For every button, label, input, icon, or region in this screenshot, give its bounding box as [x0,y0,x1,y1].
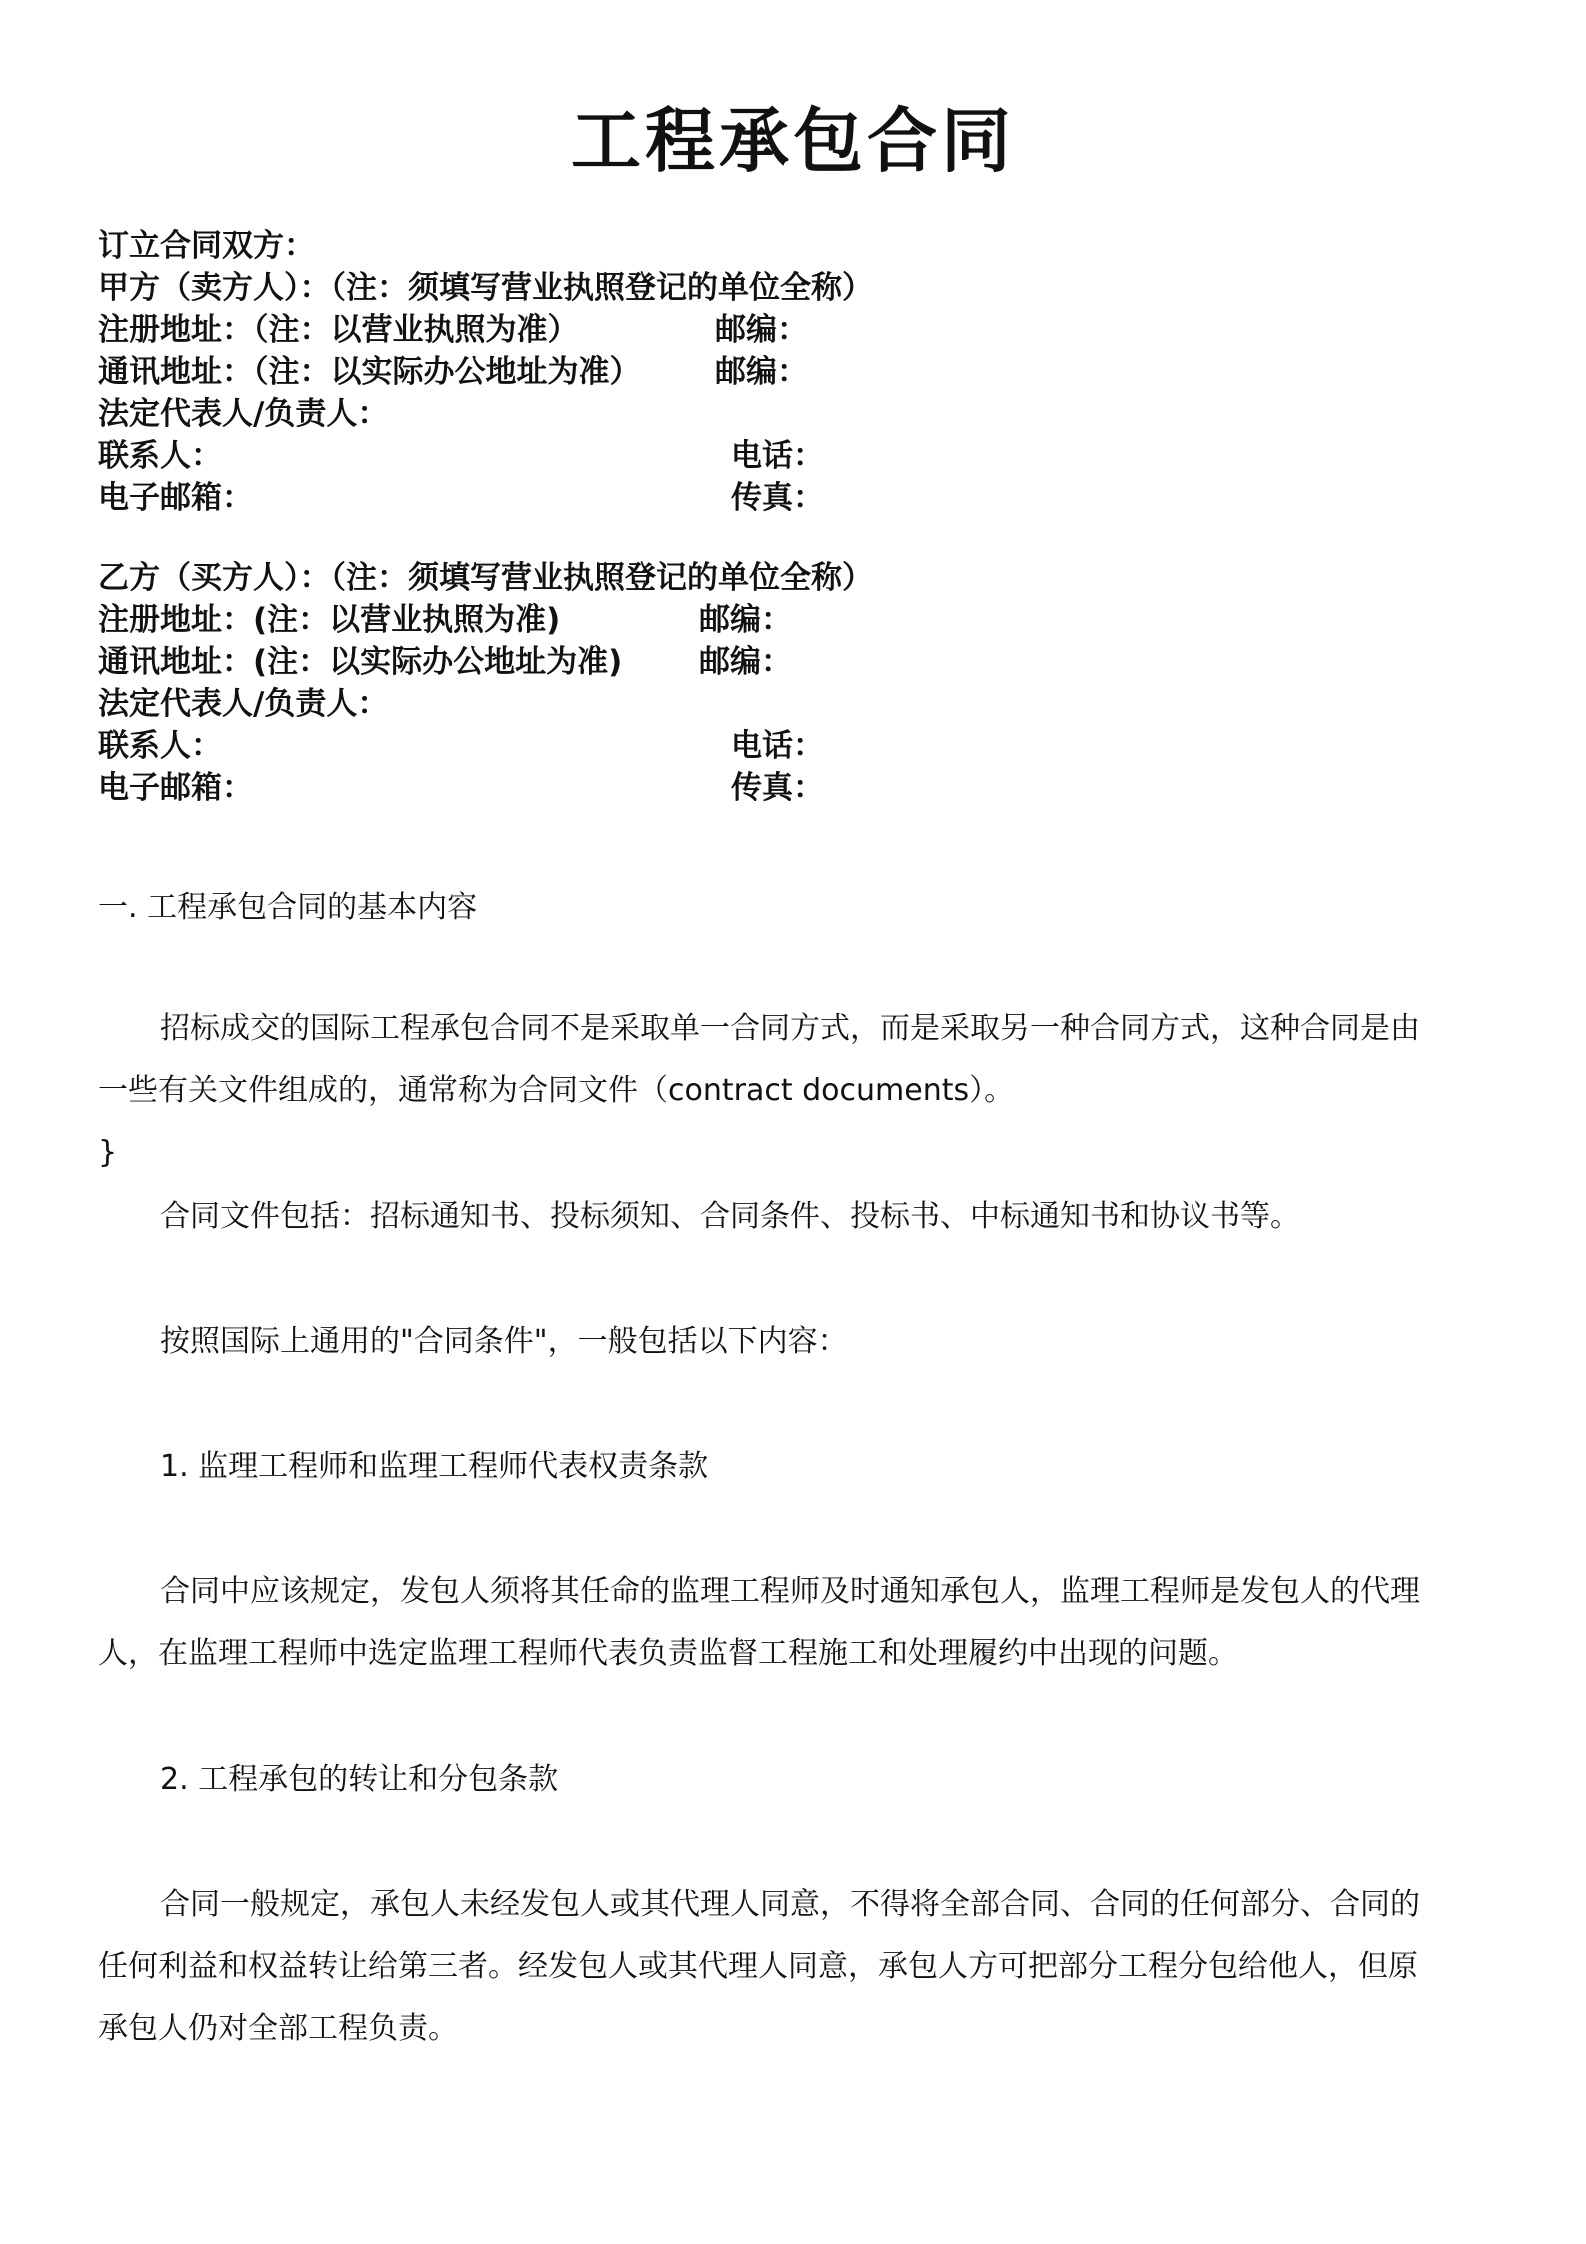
paragraph-5-line-1: 合同一般规定，承包人未经发包人或其代理人同意，不得将全部合同、合同的任何部分、合同的 [160,1887,1420,1922]
paragraph-4-line-2: 人，在监理工程师中选定监理工程师代表负责监督工程施工和处理履约中出现的问题。 [98,1636,1238,1671]
paragraph-3-line-1: 按照国际上通用的"合同条件"，一般包括以下内容： [160,1324,848,1359]
party-b-mail-address-row [98,641,873,683]
party-a-email: 电子邮箱： [98,480,253,516]
party-b-reg-address: 注册地址：(注：以营业执照为准) [98,602,561,638]
party-a-legal-rep: 法定代表人/负责人： [98,396,389,432]
party-b-phone: 电话： [731,728,824,764]
paragraph-2-line-1: 合同文件包括：招标通知书、投标须知、合同条件、投标书、中标通知书和协议书等。 [160,1199,1300,1234]
party-a-fax: 传真： [731,480,824,516]
party-a-mail-address-row [98,351,873,393]
paragraph-5 [98,1874,1498,2060]
party-a-block [98,225,873,519]
paragraph-2 [98,1186,1498,1248]
party-b-name-line: 乙方（买方人）：（注：须填写营业执照登记的单位全称） [98,560,873,596]
party-a-reg-postcode: 邮编： [715,312,808,348]
item-2-heading-block [98,1749,1498,1811]
party-b-legal-rep: 法定代表人/负责人： [98,686,389,722]
party-b-block [98,557,873,809]
party-b-email: 电子邮箱： [98,770,253,806]
paragraph-4 [98,1561,1498,1685]
paragraph-3 [98,1311,1498,1373]
party-a-reg-address: 注册地址：（注：以营业执照为准） [98,312,579,348]
party-a-contact: 联系人： [98,438,222,474]
party-b-contact: 联系人： [98,728,222,764]
party-b-mail-postcode: 邮编： [699,644,792,680]
party-b-contact-row [98,725,873,767]
party-b-reg-address-row [98,599,873,641]
item-1-heading: 1. 监理工程师和监理工程师代表权责条款 [160,1449,709,1484]
party-a-name-line: 甲方（卖方人）：（注：须填写营业执照登记的单位全称） [98,270,873,306]
party-b-email-row [98,767,873,809]
party-a-mail-postcode: 邮编： [715,354,808,390]
paragraph-1-line-2: 一些有关文件组成的，通常称为合同文件（contract documents）。 [98,1073,1015,1108]
party-b-reg-postcode: 邮编： [699,602,792,638]
party-a-contact-row [98,435,873,477]
party-a-mail-address: 通讯地址：（注：以实际办公地址为准） [98,354,641,390]
paragraph-5-line-3: 承包人仍对全部工程负责。 [98,2011,458,2046]
party-a-email-row [98,477,873,519]
document-title: 工程承包合同 [571,100,1015,182]
party-a-reg-address-row [98,309,873,351]
paragraph-1: 招标成交的国际工程承包合同不是采取单一合同方式，而是采取另一种合同方式，这种合同是由 一些有关文件组成的，通常称为合同文件（contract documents）。 } [98,998,1498,1184]
paragraph-5-line-2: 任何利益和权益转让给第三者。经发包人或其代理人同意，承包人方可把部分工程分包给他人，但原 [98,1949,1418,1984]
party-b-fax: 传真： [731,770,824,806]
section-1-heading: 一. 工程承包合同的基本内容 [98,890,478,925]
item-2-heading: 2. 工程承包的转让和分包条款 [160,1762,559,1797]
party-a-phone: 电话： [731,438,824,474]
paragraph-1-line-1: 招标成交的国际工程承包合同不是采取单一合同方式，而是采取另一种合同方式，这种合同是由 [160,1011,1420,1046]
party-b-mail-address: 通讯地址：(注：以实际办公地址为准) [98,644,623,680]
parties-intro: 订立合同双方： [98,228,315,264]
item-1-heading-block [98,1436,1498,1498]
paragraph-4-line-1: 合同中应该规定，发包人须将其任命的监理工程师及时通知承包人，监理工程师是发包人的代理 [160,1574,1420,1609]
